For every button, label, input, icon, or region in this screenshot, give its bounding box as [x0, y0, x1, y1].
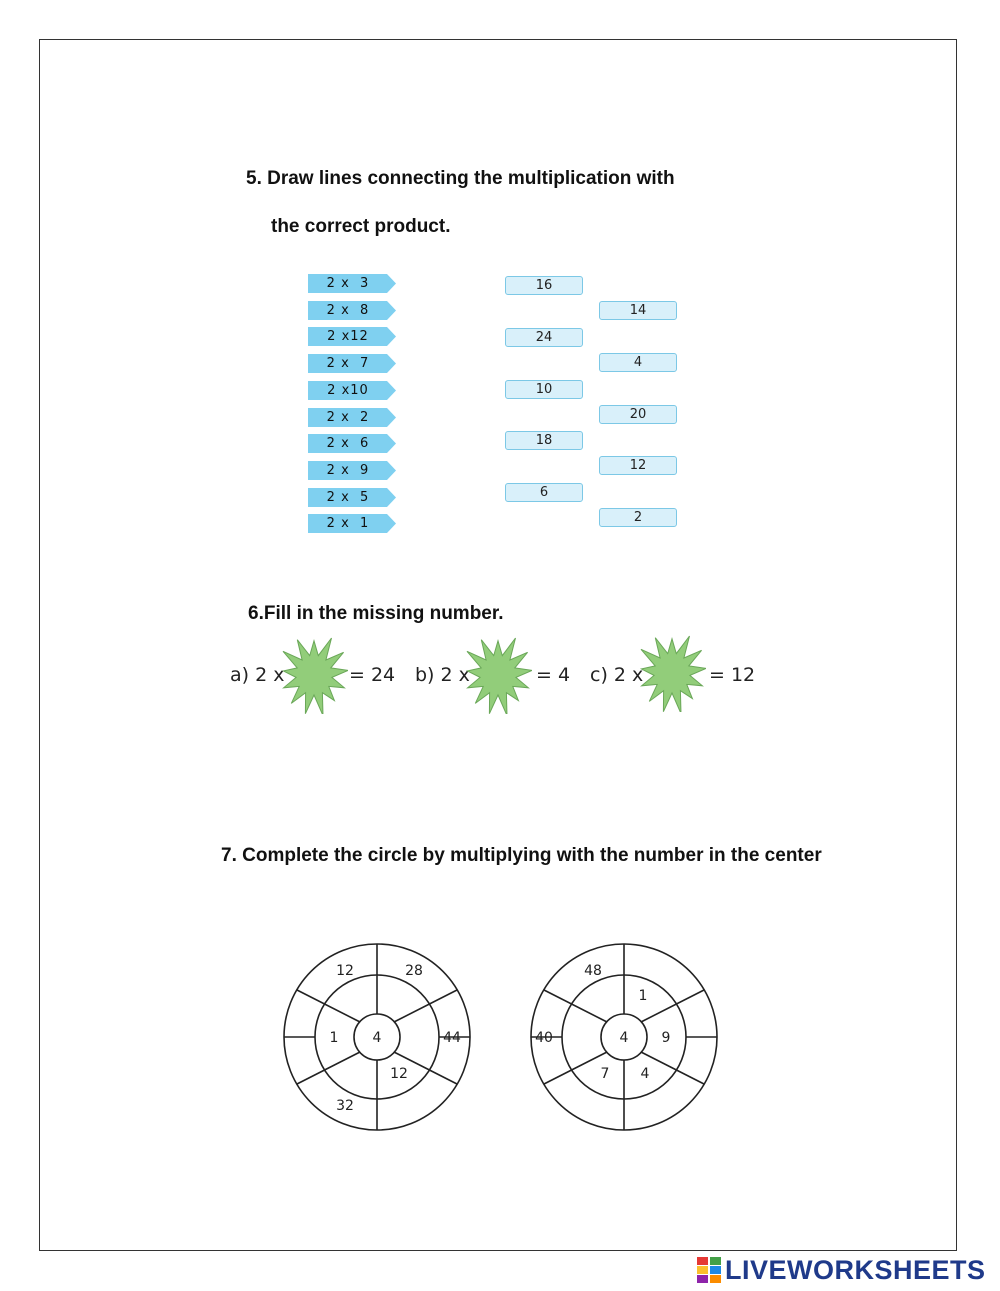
- product-box[interactable]: 10: [505, 380, 583, 399]
- multiplication-label: 2 x 6: [326, 436, 370, 452]
- multiplication-label: 2 x 9: [326, 462, 370, 478]
- wheel2-inner-right: 9: [661, 1030, 671, 1046]
- product-box[interactable]: 2: [599, 508, 677, 527]
- wheel1-inner-left: 1: [329, 1030, 339, 1046]
- multiplication-label: 2 x 7: [326, 356, 370, 372]
- wheel2-inner-top-right: 1: [638, 988, 648, 1004]
- liveworksheets-logo[interactable]: [697, 1254, 986, 1286]
- multiplication-item[interactable]: [308, 434, 396, 453]
- wheel1-outer-bottom-left: 32: [336, 1098, 354, 1114]
- product-box[interactable]: 24: [505, 328, 583, 347]
- multiplication-item[interactable]: [308, 381, 396, 400]
- q6-a-star-blank[interactable]: [280, 636, 348, 714]
- q6-b-star-blank[interactable]: [464, 636, 532, 714]
- q6-c-suffix: = 12: [709, 664, 756, 686]
- multiplication-wheel-2: [529, 942, 719, 1134]
- liveworksheets-blocks-icon: [697, 1257, 721, 1283]
- wheel2-center: 4: [619, 1030, 629, 1046]
- multiplication-item[interactable]: [308, 514, 396, 533]
- product-box[interactable]: 12: [599, 456, 677, 475]
- wheel2-inner-bottom-right: 4: [640, 1066, 650, 1082]
- multiplication-item[interactable]: [308, 461, 396, 480]
- q7-title: 7. Complete the circle by multiplying with the number in the center: [221, 845, 822, 866]
- product-box[interactable]: 6: [505, 483, 583, 502]
- wheel1-center: 4: [372, 1030, 382, 1046]
- product-box[interactable]: 20: [599, 405, 677, 424]
- q5-title-line1: 5. Draw lines connecting the multiplication with: [246, 168, 675, 189]
- product-box[interactable]: 4: [599, 353, 677, 372]
- multiplication-wheel-1: [282, 942, 472, 1134]
- multiplication-label: 2 x 1: [326, 516, 370, 532]
- q6-b-suffix: = 4: [536, 664, 571, 686]
- brand-text: LIVEWORKSHEETS: [725, 1254, 986, 1285]
- q6-c-prefix: c) 2 x: [590, 664, 644, 686]
- multiplication-item[interactable]: [308, 488, 396, 507]
- multiplication-label: 2 x12: [327, 329, 369, 345]
- wheel1-inner-bottom-right: 12: [390, 1066, 408, 1082]
- multiplication-item[interactable]: [308, 274, 396, 293]
- multiplication-item[interactable]: [308, 301, 396, 320]
- wheel1-outer-top-left: 12: [336, 963, 354, 979]
- q5-title-line2: the correct product.: [271, 216, 451, 237]
- multiplication-label: 2 x 2: [326, 409, 370, 425]
- q6-b-prefix: b) 2 x: [415, 664, 470, 686]
- q6-title: 6.Fill in the missing number.: [248, 603, 504, 624]
- wheel1-outer-right: 44: [443, 1030, 461, 1046]
- multiplication-label: 2 x 8: [326, 302, 370, 318]
- product-box[interactable]: 14: [599, 301, 677, 320]
- multiplication-label: 2 x10: [327, 382, 369, 398]
- multiplication-label: 2 x 5: [326, 489, 370, 505]
- multiplication-item[interactable]: [308, 408, 396, 427]
- product-box[interactable]: 16: [505, 276, 583, 295]
- q6-a-suffix: = 24: [349, 664, 396, 686]
- q6-a-prefix: a) 2 x: [230, 664, 285, 686]
- wheel2-outer-left: 40: [535, 1030, 553, 1046]
- q6-c-star-blank[interactable]: [638, 634, 706, 712]
- multiplication-item[interactable]: [308, 327, 396, 346]
- multiplication-item[interactable]: [308, 354, 396, 373]
- wheel2-inner-bottom-left: 7: [600, 1066, 610, 1082]
- product-box[interactable]: 18: [505, 431, 583, 450]
- wheel1-outer-top-right: 28: [405, 963, 423, 979]
- multiplication-label: 2 x 3: [326, 276, 370, 291]
- wheel2-outer-top-left: 48: [584, 963, 602, 979]
